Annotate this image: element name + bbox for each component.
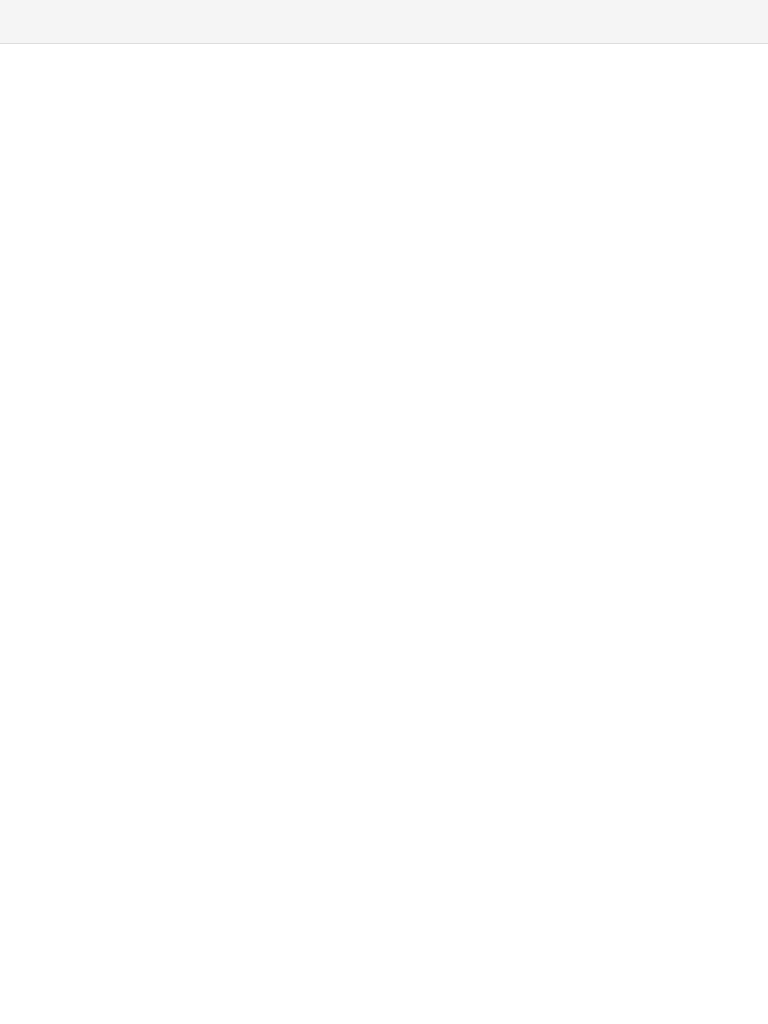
title-bar (0, 0, 768, 44)
main-content (0, 44, 768, 1024)
